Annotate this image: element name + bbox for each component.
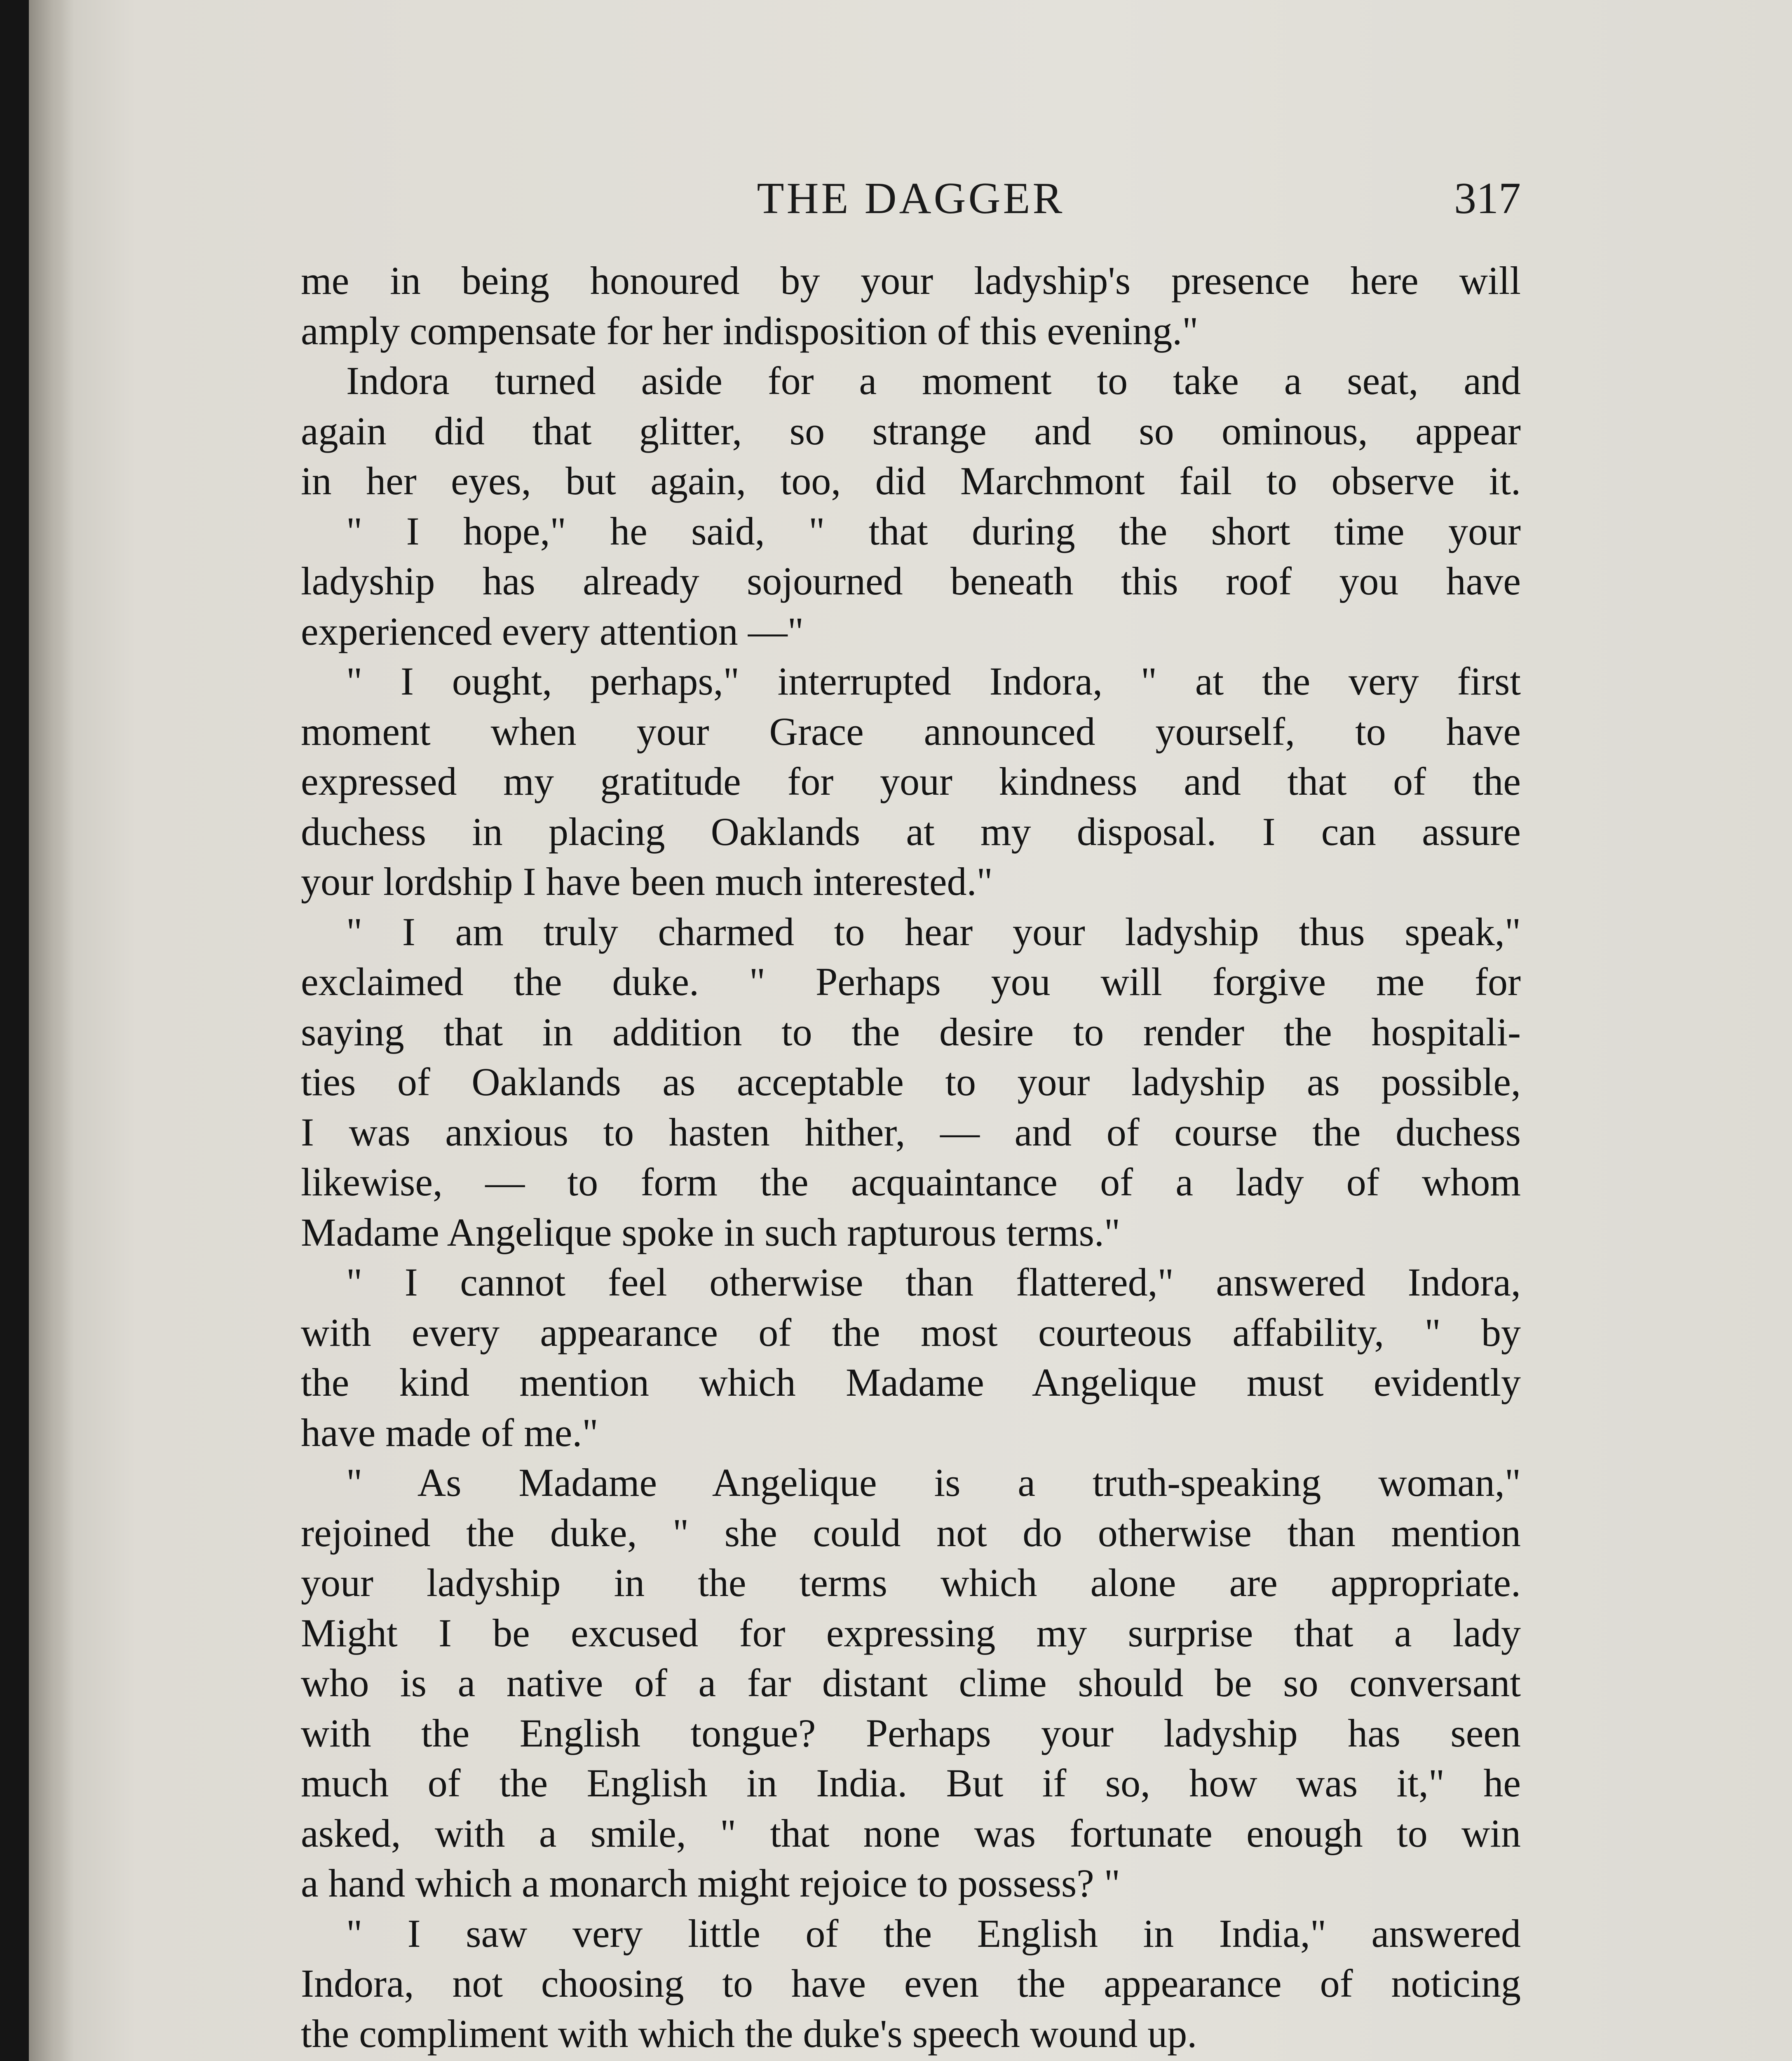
text-line: " I cannot feel otherwise than flattered," answered Indora, xyxy=(346,1260,1521,1304)
text-line: saying that in addition to the desire to render the hospitali- xyxy=(301,1009,1521,1054)
text-line xyxy=(301,2059,1521,2061)
text-line: much of the English in India. But if so, how was it," he xyxy=(301,1761,1521,1805)
text-line: likewise, — to form the acquaintance of a lady of whom xyxy=(301,1160,1521,1204)
text-line: your lordship I have been much interested." xyxy=(301,859,993,904)
text-line: again did that glitter, so strange and so ominous, appear xyxy=(301,408,1521,453)
text-line: with every appearance of the most courteous affability, " by xyxy=(301,1310,1521,1354)
text-line: asked, with a smile, " that none was fortunate enough to win xyxy=(301,1811,1521,1855)
text-line: " I ought, perhaps," interrupted Indora, " at the very first xyxy=(346,659,1521,703)
text-line: Madame Angelique spoke in such rapturous terms." xyxy=(301,1210,1121,1254)
text-line: experienced every attention —" xyxy=(301,609,804,653)
text-line: a hand which a monarch might rejoice to possess? " xyxy=(301,1861,1120,1905)
text-line: in her eyes, but again, too, did Marchmont fail to observe it. xyxy=(301,459,1521,503)
text-line: who is a native of a far distant clime should be so conversant xyxy=(301,1661,1521,1705)
text-line: Indora turned aside for a moment to take a seat, and xyxy=(346,359,1521,403)
text-line: with the English tongue? Perhaps your ladyship has seen xyxy=(301,1711,1521,1755)
text-line: Indora, not choosing to have even the appearance of noticing xyxy=(301,1961,1521,2005)
text-line: " I am truly charmed to hear your ladyship thus speak," xyxy=(346,909,1521,954)
text-line: ties of Oaklands as acceptable to your ladyship as possible, xyxy=(301,1060,1521,1104)
text-line: the kind mention which Madame Angelique must evidently xyxy=(301,1360,1521,1404)
text-line: your ladyship in the terms which alone are appropriate. xyxy=(301,1561,1521,1605)
text-line: " As Madame Angelique is a truth-speaking woman," xyxy=(346,1460,1521,1505)
text-line: ladyship has already sojourned beneath this roof you have xyxy=(301,559,1521,603)
text-line: expressed my gratitude for your kindness and that of the xyxy=(301,759,1521,803)
text-line: have made of me." xyxy=(301,1410,598,1455)
text-line: duchess in placing Oaklands at my disposal. I can assure xyxy=(301,809,1521,854)
text-line: " I saw very little of the English in India," answered xyxy=(346,1911,1521,1955)
page-number: 317 xyxy=(1454,174,1521,223)
text-line: exclaimed the duke. " Perhaps you will forgive me for xyxy=(301,960,1521,1004)
text-line: " I hope," he said, " that during the short time your xyxy=(346,509,1521,553)
text-line: I was anxious to hasten hither, — and of course the duchess xyxy=(301,1110,1521,1154)
text-line: rejoined the duke, " she could not do otherwise than mention xyxy=(301,1510,1521,1555)
running-title: THE DAGGER xyxy=(757,174,1065,223)
text-line: amply compensate for her indisposition of this evening." xyxy=(301,308,1199,353)
book-page xyxy=(29,0,1792,2061)
body-text xyxy=(301,256,1521,2061)
text-line: Might I be excused for expressing my surprise that a lady xyxy=(301,1610,1521,1655)
text-line: me in being honoured by your ladyship's presence here will xyxy=(301,258,1521,303)
running-head xyxy=(301,173,1521,235)
text-line: the compliment with which the duke's speech wound up. xyxy=(301,2011,1197,2056)
page-binding-shadow xyxy=(29,0,74,2061)
text-line: moment when your Grace announced yourself, to have xyxy=(301,709,1521,754)
